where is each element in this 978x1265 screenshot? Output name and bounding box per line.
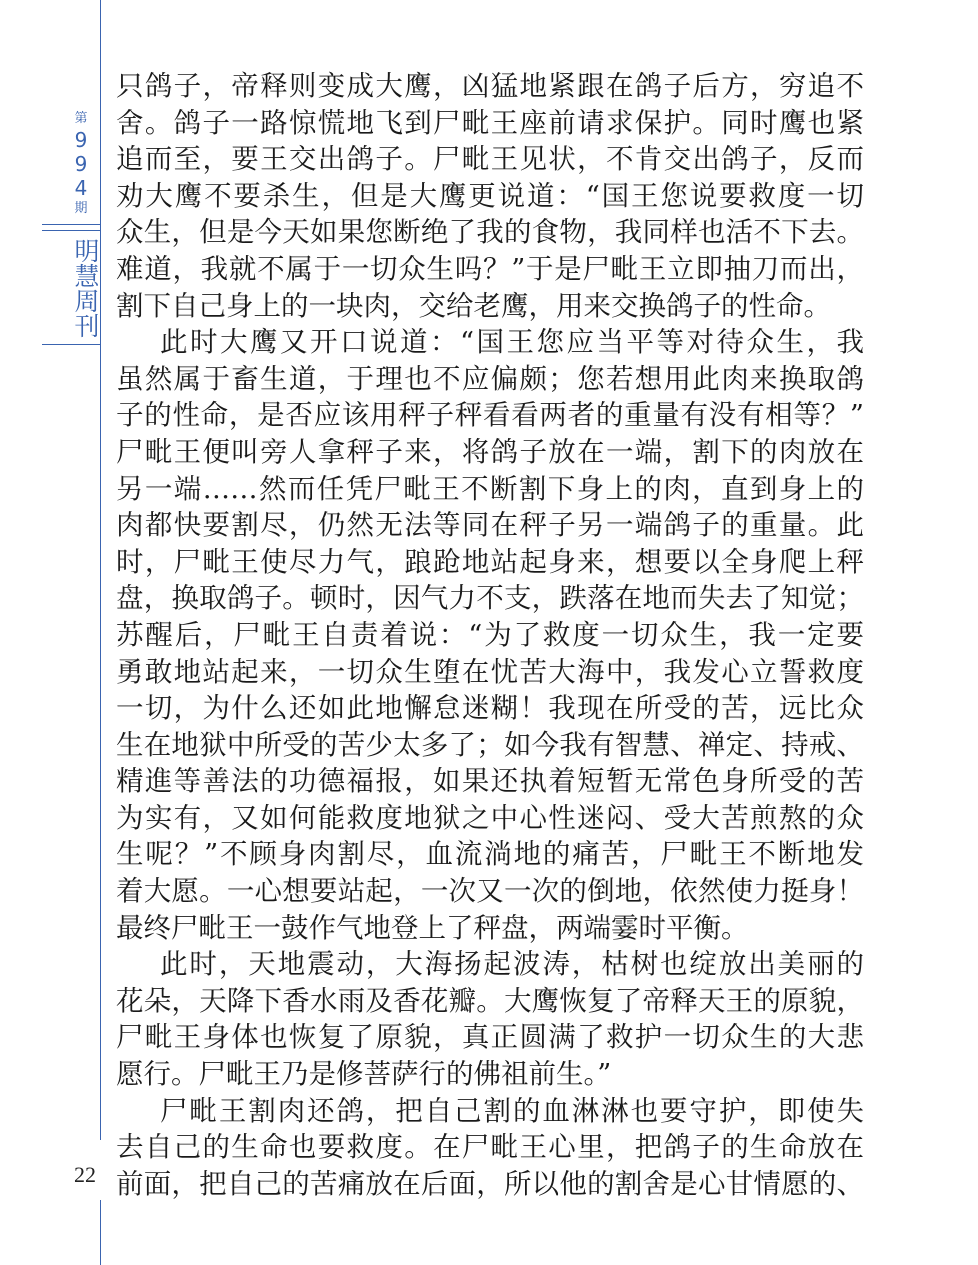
- issue-number: [62, 110, 100, 218]
- sidebar-divider: [42, 344, 100, 345]
- issue-digit: 9: [74, 128, 88, 152]
- body-text-line: 精進等善法的功德福报，如果还执着短暂无常色身所受的苦: [116, 765, 864, 798]
- body-text-line: 此时，天地震动，大海扬起波涛，枯树也绽放出美丽的: [160, 948, 864, 981]
- body-text-line: 生在地狱中所受的苦少太多了；如今我有智慧、禅定、持戒、: [116, 728, 864, 761]
- sidebar-divider: [42, 224, 100, 225]
- body-text-line: 最终尸毗王一鼓作气地登上了秤盘，两端霎时平衡。: [116, 911, 749, 944]
- body-text-line: 花朵，天降下香水雨及香花瓣。大鹰恢复了帝释天王的原貌，: [116, 984, 864, 1017]
- body-text-line: 难道，我就不属于一切众生吗？”于是尸毗王立即抽刀而出，: [116, 252, 864, 285]
- body-text-line: 众生，但是今天如果您断绝了我的食物，我同样也活不下去。: [116, 216, 864, 249]
- body-text-line: 肉都快要割尽，仍然无法等同在秤子另一端鸽子的重量。此: [116, 509, 864, 542]
- sidebar-divider: [42, 230, 100, 231]
- spine-rule-top: [100, 0, 101, 1140]
- body-text-line: 生呢？”不顾身肉割尽，血流淌地的痛苦，尸毗王不断地发: [116, 838, 864, 871]
- body-text-line: 着大愿。一心想要站起，一次又一次的倒地，依然使力挺身！: [116, 875, 864, 908]
- body-text-line: 子的性命，是否应该用秤子秤看看两者的重量有没有相等？”: [116, 399, 864, 432]
- body-text-line: 一切，为什么还如此地懈怠迷糊！我现在所受的苦，远比众: [116, 692, 864, 725]
- body-text-line: 舍。鸽子一路惊慌地飞到尸毗王座前请求保护。同时鹰也紧: [116, 106, 864, 139]
- body-text-line: 尸毗王便叫旁人拿秤子来，将鸽子放在一端，割下的肉放在: [116, 435, 864, 468]
- issue-suffix: 期: [74, 201, 88, 216]
- body-text-line: 愿行。尸毗王乃是修菩萨行的佛祖前生。”: [116, 1058, 612, 1091]
- magazine-title: 明慧周刊: [71, 238, 100, 338]
- body-text-line: 只鸽子，帝释则变成大鹰，凶猛地紧跟在鸽子后方，穷追不: [116, 70, 864, 102]
- article-body: [116, 68, 864, 1202]
- body-text-line: 时，尸毗王使尽力气，踉跄地站起身来，想要以全身爬上秤: [116, 545, 864, 578]
- body-text-line: 勇敢地站起来，一切众生堕在忧苦大海中，我发心立誓救度: [116, 655, 864, 688]
- body-text-line: 追而至，要王交出鸽子。尸毗王见状，不肯交出鸽子，反而: [116, 143, 864, 176]
- issue-digit: 9: [74, 152, 88, 176]
- issue-prefix: 第: [74, 111, 88, 126]
- spine-rule-bottom: [100, 1200, 101, 1265]
- body-text-line: 此时大鹰又开口说道：“国王您应当平等对待众生，我: [160, 326, 864, 359]
- body-text-line: 前面，把自己的苦痛放在后面，所以他的割舍是心甘情愿的、: [116, 1167, 864, 1200]
- body-text-line: 尸毗王割肉还鸽，把自己割的血淋淋也要守护，即使失: [160, 1094, 864, 1127]
- page-number: 22: [74, 1162, 96, 1187]
- body-text-line: 为实有，又如何能救度地狱之中心性迷闷、受大苦煎熬的众: [116, 801, 864, 834]
- body-text-line: 劝大鹰不要杀生，但是大鹰更说道：“国王您说要救度一切: [116, 179, 864, 212]
- body-text-line: 盘，换取鸽子。顿时，因气力不支，跌落在地而失去了知觉；: [116, 582, 864, 615]
- issue-digit: 4: [74, 176, 88, 200]
- body-text-line: 苏醒后，尸毗王自责着说：“为了救度一切众生，我一定要: [116, 618, 864, 651]
- body-text-line: 割下自己身上的一块肉，交给老鹰，用来交换鸽子的性命。: [116, 289, 831, 322]
- body-text-line: 虽然属于畜生道，于理也不应偏颇；您若想用此肉来换取鸽: [116, 362, 864, 395]
- body-text-line: 另一端……然而任凭尸毗王不断割下身上的肉，直到身上的: [116, 472, 864, 505]
- body-text-line: 尸毗王身体也恢复了原貌，真正圆满了救护一切众生的大悲: [116, 1021, 864, 1054]
- body-text-line: 去自己的生命也要救度。在尸毗王心里，把鸽子的生命放在: [116, 1131, 864, 1164]
